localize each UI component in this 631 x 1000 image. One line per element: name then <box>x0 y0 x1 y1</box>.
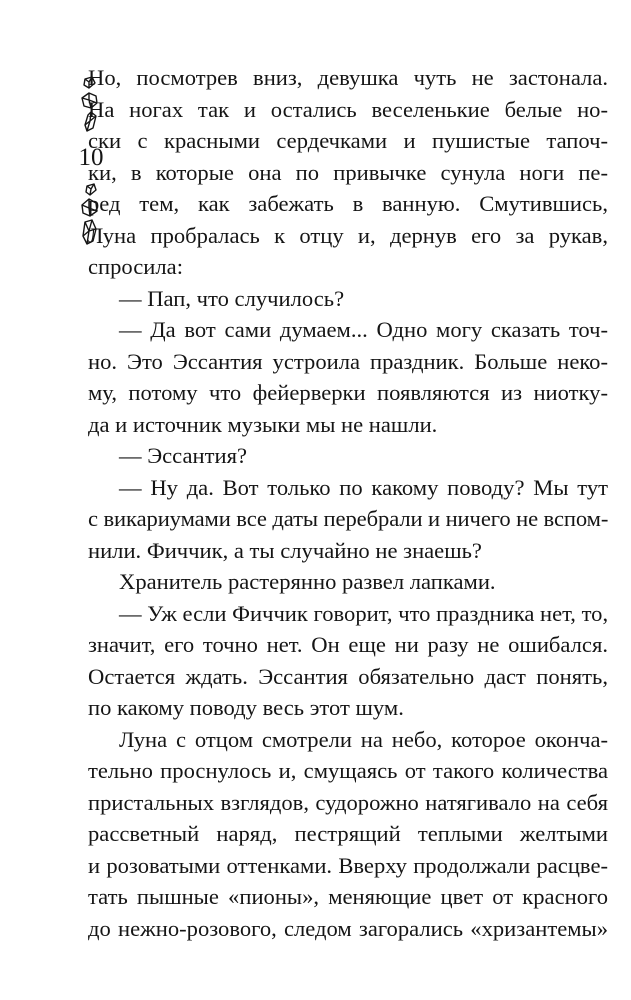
text-line: му, потому что фейерверки появляются из ниотку- <box>88 380 608 405</box>
text-line: с викариумами все даты перебрали и ничего не вспом- <box>88 506 609 531</box>
text-line: тельно проснулось и, смущаясь от такого количества <box>88 758 608 783</box>
text-line: ски с красными сердечками и пушистые тапоч- <box>88 128 608 153</box>
page-number: 10 <box>78 144 104 171</box>
text-line: да и источник музыки мы не нашли. <box>88 411 438 437</box>
text-line: до нежно-розового, следом загорались «хризантемы» <box>88 915 608 941</box>
text-line: — Да вот сами думаем... Одно могу сказать точ- <box>119 317 608 342</box>
text-line: пристальных взглядов, судорожно натягивало на себя <box>88 789 608 815</box>
text-line: значит, его точно нет. Он еще ни разу не ошибался. <box>88 632 608 657</box>
text-line: спросила: <box>88 254 183 279</box>
text-line: ред тем, как забежать в ванную. Смутившись, <box>88 191 608 216</box>
text-line: — Ну да. Вот только по какому поводу? Мы тут <box>119 474 608 500</box>
text-line: ки, в которые она по привычке сунула ноги пе- <box>88 159 608 185</box>
text-line: Хранитель растерянно развел лапками. <box>119 569 496 594</box>
text-line: Остается ждать. Эссантия обязательно даст понять, <box>88 663 608 689</box>
text-line: — Пап, что случилось? <box>119 285 345 311</box>
text-line: рассветный наряд, пестрящий теплыми желтыми <box>88 821 608 846</box>
text-line: Луна с отцом смотрели на небо, которое оконча- <box>119 726 608 752</box>
text-line: Но, посмотрев вниз, девушка чуть не застонала. <box>88 65 608 90</box>
text-line: — Эссантия? <box>119 443 247 468</box>
text-line: Луна пробралась к отцу и, дернув его за рукав, <box>88 222 608 248</box>
text-line: и розоватыми оттенками. Вверху продолжали расцве- <box>88 852 608 878</box>
text-line: тать пышные «пионы», меняющие цвет от красного <box>88 884 608 909</box>
text-line: — Уж если Фиччик говорит, что праздника нет, то, <box>119 600 609 626</box>
body-text <box>88 62 608 944</box>
text-line: нили. Фиччик, а ты случайно не знаешь? <box>88 537 482 563</box>
text-line: но. Это Эссантия устроила праздник. Больше неко- <box>88 348 608 374</box>
text-line: по какому поводу весь этот шум. <box>88 695 404 720</box>
text-line: На ногах так и остались веселенькие белые но- <box>88 96 608 122</box>
